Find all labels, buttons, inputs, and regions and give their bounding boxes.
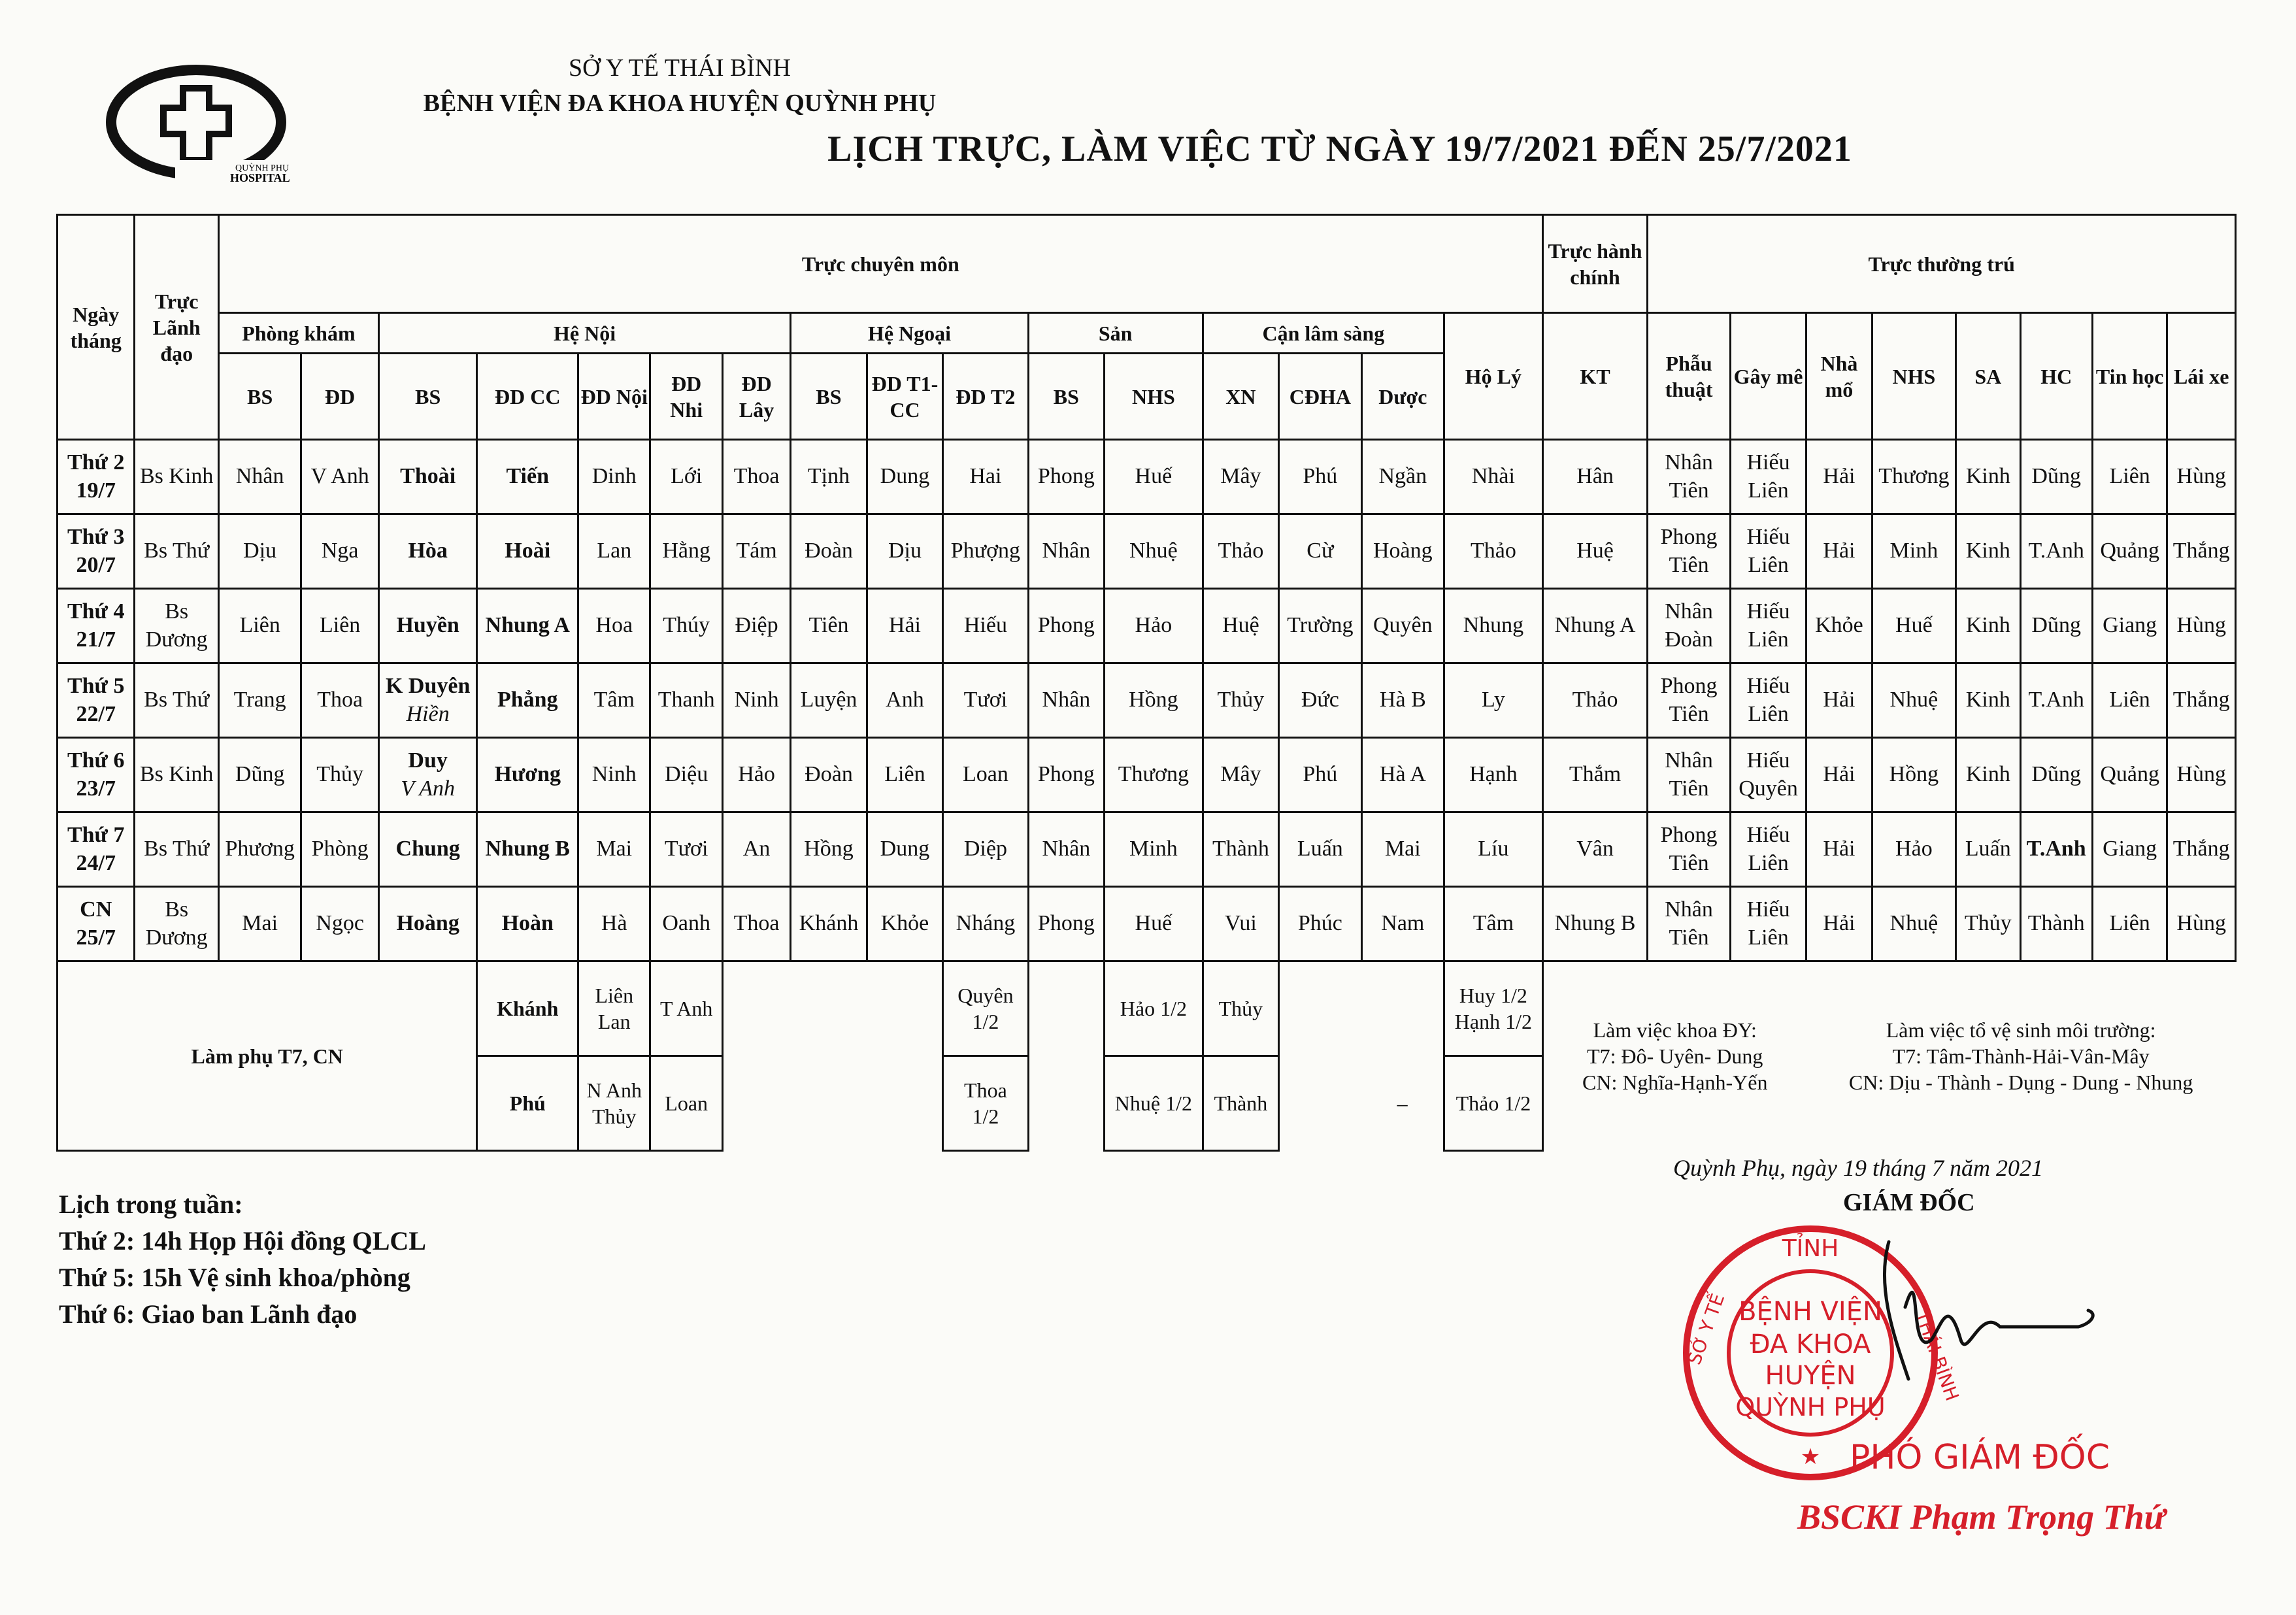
table-cell: Nhung [1444, 589, 1543, 663]
table-cell: Kinh [1956, 440, 2020, 514]
table-cell: Ly [1444, 663, 1543, 738]
table-cell: Tiên [791, 589, 867, 663]
table-cell: Phòng [301, 812, 378, 887]
signer-name: BSCKI Phạm Trọng Thứ [1797, 1497, 2166, 1537]
footer-cell: Loan [650, 1056, 722, 1151]
table-cell: Huệ [1203, 589, 1278, 663]
table-cell: Ngọc [301, 887, 378, 961]
deputy-director-title: PHÓ GIÁM ĐỐC [1850, 1438, 2110, 1477]
table-cell: Khỏe [867, 887, 942, 961]
table-cell: Hoa [578, 589, 650, 663]
row-date: Thứ 7 24/7 [58, 812, 135, 887]
table-cell: Hương [477, 738, 578, 812]
sub-col: ĐD Nhi [650, 354, 722, 440]
table-cell: Nhuệ [1872, 887, 1955, 961]
row-date: Thứ 4 21/7 [58, 589, 135, 663]
stamp-ring-left: SỞ Y TẾ [1683, 1290, 1729, 1368]
table-cell: Loan [943, 738, 1029, 812]
table-cell: Hoàng [1361, 514, 1444, 589]
table-cell: Hiếu Liên [1730, 514, 1806, 589]
table-cell: Nhung B [1542, 887, 1648, 961]
table-cell: V Anh [301, 440, 378, 514]
table-cell: Mai [218, 887, 301, 961]
row-leader: Bs Thứ [135, 812, 218, 887]
table-cell: Tịnh [791, 440, 867, 514]
sub-col: NHS [1105, 354, 1203, 440]
table-cell: Phong Tiên [1648, 514, 1730, 589]
table-cell: Tám [722, 514, 790, 589]
table-cell: Nháng [943, 887, 1029, 961]
table-cell: Khánh [791, 887, 867, 961]
table-cell: Hảo [1105, 589, 1203, 663]
table-cell: Hải [1806, 812, 1872, 887]
table-cell: Hải [1806, 887, 1872, 961]
table-cell: T.Anh [2020, 812, 2092, 887]
table-cell: Hảo [1872, 812, 1955, 887]
table-cell: Quảng [2092, 738, 2167, 812]
page-title: LỊCH TRỰC, LÀM VIỆC TỪ NGÀY 19/7/2021 ĐẾN 25/7/2021 [827, 129, 1852, 169]
table-cell: Phong Tiên [1648, 812, 1730, 887]
table-cell: Nhân Tiên [1648, 738, 1730, 812]
table-cell: Thảo [1542, 663, 1648, 738]
table-cell: Đức [1279, 663, 1361, 738]
table-cell: Dịu [867, 514, 942, 589]
table-cell: Nhân Đoàn [1648, 589, 1730, 663]
table-cell: Hùng [2167, 589, 2236, 663]
stamp-ring-top: TỈNH [1782, 1235, 1839, 1262]
sub-col: CĐHA [1279, 354, 1361, 440]
table-cell: Hà B [1361, 663, 1444, 738]
table-cell: Luyện [791, 663, 867, 738]
table-cell: Phong [1028, 440, 1104, 514]
table-cell: Hồng [1105, 663, 1203, 738]
table-cell: Hà A [1361, 738, 1444, 812]
table-cell: Hiếu Liên [1730, 589, 1806, 663]
table-cell: Nhung A [1542, 589, 1648, 663]
table-cell: T.Anh [2020, 663, 2092, 738]
place-date: Quỳnh Phụ, ngày 19 tháng 7 năm 2021 [1673, 1155, 2043, 1181]
table-row [58, 887, 2236, 961]
table-cell: Vân [1542, 812, 1648, 887]
table-cell: Hùng [2167, 738, 2236, 812]
row-date: CN 25/7 [58, 887, 135, 961]
table-cell: Mai [578, 812, 650, 887]
sub-col: BS [218, 354, 301, 440]
table-cell: Kinh [1956, 514, 2020, 589]
stamp-line: BỆNH VIỆN [1739, 1297, 1882, 1327]
table-cell: Kinh [1956, 589, 2020, 663]
table-cell: Luấn [1956, 812, 2020, 887]
table-cell: Hai [943, 440, 1029, 514]
table-cell: Anh [867, 663, 942, 738]
table-cell: Hải [1806, 514, 1872, 589]
table-cell: Thành [1203, 812, 1278, 887]
table-cell: Quyên [1361, 589, 1444, 663]
sub-col: ĐD T1-CC [867, 354, 942, 440]
group-surgery: Hệ Ngoại [791, 313, 1028, 354]
table-cell: Dịu [218, 514, 301, 589]
note-sanitation: Làm việc tổ vệ sinh môi trường: T7: Tâm-Thành-Hải-Vân-Mây CN: Dịu - Thành - Dụng - Dung - Nhung [1848, 1018, 2193, 1095]
director-title: GIÁM ĐỐC [1843, 1189, 1975, 1216]
header-date: Ngày tháng [58, 215, 135, 440]
sub-col: BS [378, 354, 477, 440]
sub-col: ĐD T2 [943, 354, 1029, 440]
table-cell: Phong [1028, 887, 1104, 961]
table-cell: Tươi [650, 812, 722, 887]
sub-col: ĐD Lây [722, 354, 790, 440]
footer-cell: Thành [1203, 1056, 1278, 1151]
res-col: Nhà mổ [1806, 313, 1872, 440]
table-cell: Phượng [943, 514, 1029, 589]
table-cell: Kinh [1956, 663, 2020, 738]
table-cell: Trang [218, 663, 301, 738]
logo-text-2: HOSPITAL [230, 171, 290, 184]
table-cell: Thoa [301, 663, 378, 738]
table-cell: Liên [2092, 663, 2167, 738]
footer-cell: Quyên 1/2 [943, 961, 1029, 1056]
table-cell: Ninh [578, 738, 650, 812]
note-dy: Làm việc khoa ĐY: T7: Đô- Uyên- Dung CN: Nghĩa-Hạnh-Yến [1582, 1018, 1768, 1095]
footer-cell: Phú [477, 1056, 578, 1151]
res-col: Gây mê [1730, 313, 1806, 440]
table-cell: Hân [1542, 440, 1648, 514]
table-cell: Hải [1806, 440, 1872, 514]
row-leader: Bs Kinh [135, 440, 218, 514]
table-cell: Nhài [1444, 440, 1543, 514]
sub-col: BS [791, 354, 867, 440]
table-cell: Thảo [1444, 514, 1543, 589]
table-cell: Thắng [2167, 663, 2236, 738]
table-cell: Cừ [1279, 514, 1361, 589]
signature-icon [1869, 1229, 2105, 1399]
table-cell: Thúy [650, 589, 722, 663]
table-cell: Hiếu Liên [1730, 663, 1806, 738]
row-date: Thứ 6 23/7 [58, 738, 135, 812]
table-cell: Hồng [1872, 738, 1955, 812]
table-cell: Huệ [1542, 514, 1648, 589]
table-cell: Nhung B [477, 812, 578, 887]
table-cell: Dũng [2020, 589, 2092, 663]
table-row [58, 440, 2236, 514]
table-cell: Hải [1806, 738, 1872, 812]
table-cell: Thoa [722, 887, 790, 961]
table-cell: Tươi [943, 663, 1029, 738]
stamp-line: ĐA KHOA [1750, 1329, 1871, 1359]
table-cell: Nhân [1028, 663, 1104, 738]
table-cell: Giang [2092, 812, 2167, 887]
footer-cell: Hảo 1/2 [1105, 961, 1203, 1056]
table-cell: Liên [218, 589, 301, 663]
table-cell: Nhuệ [1872, 663, 1955, 738]
table-cell: Dũng [218, 738, 301, 812]
table-cell: Diệu [650, 738, 722, 812]
schedule-table [56, 214, 2237, 1152]
table-row [58, 663, 2236, 738]
table-cell: Liên [301, 589, 378, 663]
table-cell: Minh [1105, 812, 1203, 887]
table-cell: Phong [1028, 589, 1104, 663]
res-col: HC [2020, 313, 2092, 440]
table-cell: K Duyên Hiền [378, 663, 477, 738]
table-cell: Thắng [2167, 812, 2236, 887]
row-leader: Bs Thứ [135, 514, 218, 589]
table-cell: Nga [301, 514, 378, 589]
table-cell: Tâm [1444, 887, 1543, 961]
table-cell: Thương [1872, 440, 1955, 514]
table-cell: Tâm [578, 663, 650, 738]
res-col: Lái xe [2167, 313, 2236, 440]
footer-label: Làm phụ T7, CN [58, 961, 477, 1151]
table-cell: Lới [650, 440, 722, 514]
table-cell: Hồng [791, 812, 867, 887]
table-cell: Dung [867, 440, 942, 514]
sub-col: Dược [1361, 354, 1444, 440]
table-cell: Phúc [1279, 887, 1361, 961]
row-leader: Bs Kinh [135, 738, 218, 812]
table-cell: Hiếu Quyên [1730, 738, 1806, 812]
weekly-item: Thứ 6: Giao ban Lãnh đạo [59, 1299, 358, 1329]
table-row [58, 514, 2236, 589]
table-cell: Luấn [1279, 812, 1361, 887]
table-cell: Nhân [1028, 812, 1104, 887]
footer-cell: Thủy [1203, 961, 1278, 1056]
table-cell: Huế [1872, 589, 1955, 663]
table-cell: Điệp [722, 589, 790, 663]
table-cell: Huế [1105, 440, 1203, 514]
footer-cell: Liên Lan [578, 961, 650, 1056]
svg-text:★: ★ [1800, 1444, 1821, 1470]
table-cell: T.Anh [2020, 514, 2092, 589]
weekly-schedule [59, 1186, 426, 1333]
table-cell: Nhung A [477, 589, 578, 663]
row-date: Thứ 2 19/7 [58, 440, 135, 514]
col-admin-kt: KT [1542, 313, 1648, 440]
col-guard: Hộ Lý [1444, 313, 1543, 440]
table-cell: Huế [1105, 887, 1203, 961]
table-cell: Hoàng [378, 887, 477, 961]
table-cell: Liên [867, 738, 942, 812]
header-admin: Trực hành chính [1542, 215, 1648, 313]
footer-cell: Thoa 1/2 [943, 1056, 1029, 1151]
table-cell: Liên [2092, 887, 2167, 961]
table-cell: Dũng [2020, 440, 2092, 514]
footer-cell: Thảo 1/2 [1444, 1056, 1543, 1151]
table-cell: Phẳng [477, 663, 578, 738]
table-cell: Minh [1872, 514, 1955, 589]
footer-cell: Khánh [477, 961, 578, 1056]
table-cell: Quảng [2092, 514, 2167, 589]
table-cell: Nhân [1028, 514, 1104, 589]
weekly-item: Thứ 5: 15h Vệ sinh khoa/phòng [59, 1263, 410, 1292]
table-cell: Kinh [1956, 738, 2020, 812]
org-line-2: BỆNH VIỆN ĐA KHOA HUYỆN QUỲNH PHỤ [423, 90, 937, 117]
stamp-line: HUYỆN [1765, 1361, 1856, 1391]
table-cell: Mây [1203, 738, 1278, 812]
table-cell: Hùng [2167, 440, 2236, 514]
table-cell: Thủy [301, 738, 378, 812]
table-cell: Thắm [1542, 738, 1648, 812]
table-cell: Hiếu Liên [1730, 440, 1806, 514]
table-cell: Líu [1444, 812, 1543, 887]
table-cell: Hải [867, 589, 942, 663]
table-cell: Nhân Tiên [1648, 887, 1730, 961]
sub-col: XN [1203, 354, 1278, 440]
org-line-1: SỞ Y TẾ THÁI BÌNH [569, 54, 791, 82]
table-cell: Hòa [378, 514, 477, 589]
table-cell: Phú [1279, 738, 1361, 812]
table-cell: Thảo [1203, 514, 1278, 589]
table-cell: Nam [1361, 887, 1444, 961]
table-cell: Lan [578, 514, 650, 589]
table-cell: Phong [1028, 738, 1104, 812]
table-cell: Phú [1279, 440, 1361, 514]
table-cell: Mây [1203, 440, 1278, 514]
table-cell: Huyền [378, 589, 477, 663]
footer-cell: Nhuệ 1/2 [1105, 1056, 1203, 1151]
table-cell: Hiếu Liên [1730, 887, 1806, 961]
table-cell: Thắng [2167, 514, 2236, 589]
table-cell: Duy V Anh [378, 738, 477, 812]
header-specialty: Trực chuyên môn [218, 215, 1542, 313]
table-cell: Vui [1203, 887, 1278, 961]
table-cell: Hiếu Liên [1730, 812, 1806, 887]
res-col: NHS [1872, 313, 1955, 440]
table-cell: Mai [1361, 812, 1444, 887]
table-cell: Diệp [943, 812, 1029, 887]
table-cell: Hằng [650, 514, 722, 589]
table-cell: Dũng [2020, 738, 2092, 812]
table-cell: Thoài [378, 440, 477, 514]
res-col: Tin học [2092, 313, 2167, 440]
footer-cell: N Anh Thủy [578, 1056, 650, 1151]
table-cell: Đoàn [791, 738, 867, 812]
group-internal: Hệ Nội [378, 313, 790, 354]
table-cell: Ngần [1361, 440, 1444, 514]
table-cell: Giang [2092, 589, 2167, 663]
row-date: Thứ 3 20/7 [58, 514, 135, 589]
table-cell: Phương [218, 812, 301, 887]
table-cell: Hiếu [943, 589, 1029, 663]
table-cell: Thủy [1956, 887, 2020, 961]
table-row [58, 812, 2236, 887]
sub-col: ĐD [301, 354, 378, 440]
table-cell: Thành [2020, 887, 2092, 961]
group-clinic: Phòng khám [218, 313, 378, 354]
table-row [58, 738, 2236, 812]
table-cell: Thanh [650, 663, 722, 738]
table-cell: Nhuệ [1105, 514, 1203, 589]
footer-cell: T Anh [650, 961, 722, 1056]
res-col: Phẫu thuật [1648, 313, 1730, 440]
table-row [58, 589, 2236, 663]
weekly-item: Thứ 2: 14h Họp Hội đồng QLCL [59, 1226, 426, 1256]
table-cell: Thương [1105, 738, 1203, 812]
table-cell: Đoàn [791, 514, 867, 589]
group-obstetric: Sản [1028, 313, 1203, 354]
table-cell: Tiến [477, 440, 578, 514]
table-cell: Dung [867, 812, 942, 887]
stamp-line: QUỲNH PHỤ [1735, 1393, 1886, 1422]
table-cell: Thoa [722, 440, 790, 514]
hospital-logo [105, 62, 301, 186]
sub-col: BS [1028, 354, 1104, 440]
stamp-ring-right: THÁI BÌNH [1910, 1308, 1963, 1404]
table-cell: Khỏe [1806, 589, 1872, 663]
row-date: Thứ 5 22/7 [58, 663, 135, 738]
logo-text-1: QUỲNH PHỤ [235, 163, 290, 173]
table-cell: Hoài [477, 514, 578, 589]
table-cell: Nhân [218, 440, 301, 514]
sub-col: ĐD Nội [578, 354, 650, 440]
table-cell: Hà [578, 887, 650, 961]
sub-col: ĐD CC [477, 354, 578, 440]
table-cell: Phong Tiên [1648, 663, 1730, 738]
table-cell: Dinh [578, 440, 650, 514]
header-resident: Trực thường trú [1648, 215, 2236, 313]
table-cell: Thủy [1203, 663, 1278, 738]
footer-dash: – [1397, 1091, 1408, 1115]
table-cell: Oanh [650, 887, 722, 961]
group-paraclinical: Cận lâm sàng [1203, 313, 1444, 354]
weekly-title: Lịch trong tuần: [59, 1190, 243, 1219]
table-cell: Nhân Tiên [1648, 440, 1730, 514]
table-cell: Ninh [722, 663, 790, 738]
table-cell: Hùng [2167, 887, 2236, 961]
table-cell: Hoàn [477, 887, 578, 961]
table-cell: Hạnh [1444, 738, 1543, 812]
table-cell: Hảo [722, 738, 790, 812]
row-leader: Bs Thứ [135, 663, 218, 738]
table-cell: Liên [2092, 440, 2167, 514]
row-leader: Bs Dương [135, 589, 218, 663]
header-leader: Trực Lãnh đạo [135, 215, 218, 440]
table-cell: Chung [378, 812, 477, 887]
table-cell: Trường [1279, 589, 1361, 663]
table-cell: An [722, 812, 790, 887]
footer-cell: Huy 1/2 Hạnh 1/2 [1444, 961, 1543, 1056]
res-col: SA [1956, 313, 2020, 440]
table-cell: Hải [1806, 663, 1872, 738]
row-leader: Bs Dương [135, 887, 218, 961]
